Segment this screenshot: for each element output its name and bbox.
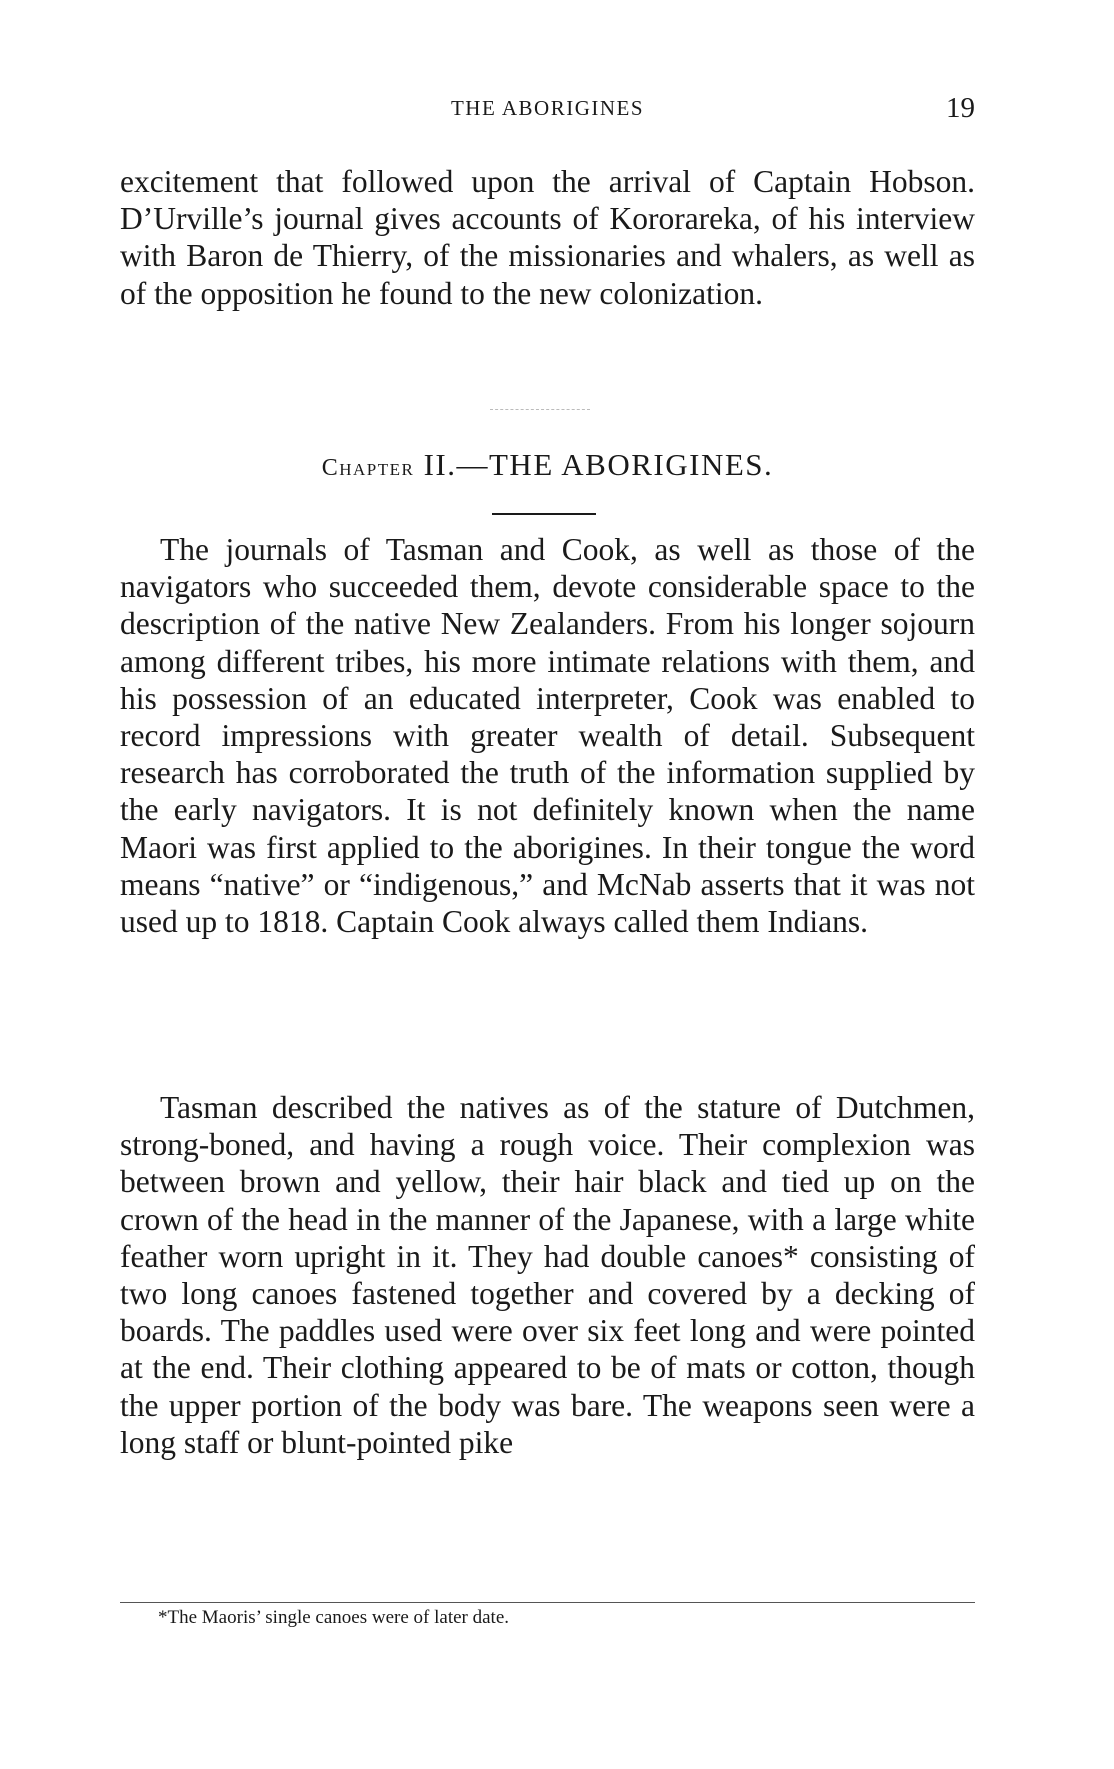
chapter-heading bbox=[120, 447, 975, 483]
running-title: THE ABORIGINES bbox=[450, 96, 645, 120]
body-paragraph: Tasman described the natives as of the stature of Dutchmen, strong-boned, and having a rough voice. Their complexion was between brown and yellow, their hair black and tied up on the crown of the head in the manner of the Japanese, with a large white feather worn upright in it. They had double canoes* consisting of two long canoes fastened together and covered by a decking of boards. The paddles used were over six feet long and were pointed at the end. Their clothing appeared to be of mats or cotton, though the upper portion of the body was bare. The weapons seen were a long staff or blunt-pointed pike bbox=[120, 1090, 975, 1460]
body-paragraph: The journals of Tasman and Cook, as well as those of the navigators who succeeded them, devote considerable space to the description of the native New Zealanders. From his longer sojourn among different tribes, his more intimate relations with them, and his possession of an educated interpreter, Cook was enabled to record impressions with greater wealth of detail. Subsequent research has corroborated the truth of the information supplied by the early navigators. It is not definitely known when the name Maori was first applied to the aborigines. In their tongue the word means “native” or “indigenous,” and McNab asserts that it was not used up to 1818. Captain Cook always called them Indians. bbox=[120, 532, 975, 940]
footnote-rule bbox=[120, 1602, 975, 1603]
heading-rule bbox=[492, 513, 596, 515]
footnote: *The Maoris’ single canoes were of later date. bbox=[158, 1607, 509, 1628]
page-number: 19 bbox=[946, 92, 975, 124]
intro-paragraph: excitement that followed upon the arrival of Captain Hobson. D’Urville’s journal gives accounts of Kororareka, of his interview with Baron de Thierry, of the missionaries and whalers, as well as of the opposition he found to the new colonization. bbox=[120, 164, 975, 311]
chapter-label: Chapter bbox=[321, 455, 415, 481]
chapter-title: II.—THE ABORIGINES. bbox=[414, 447, 774, 482]
section-ornament bbox=[490, 409, 590, 410]
